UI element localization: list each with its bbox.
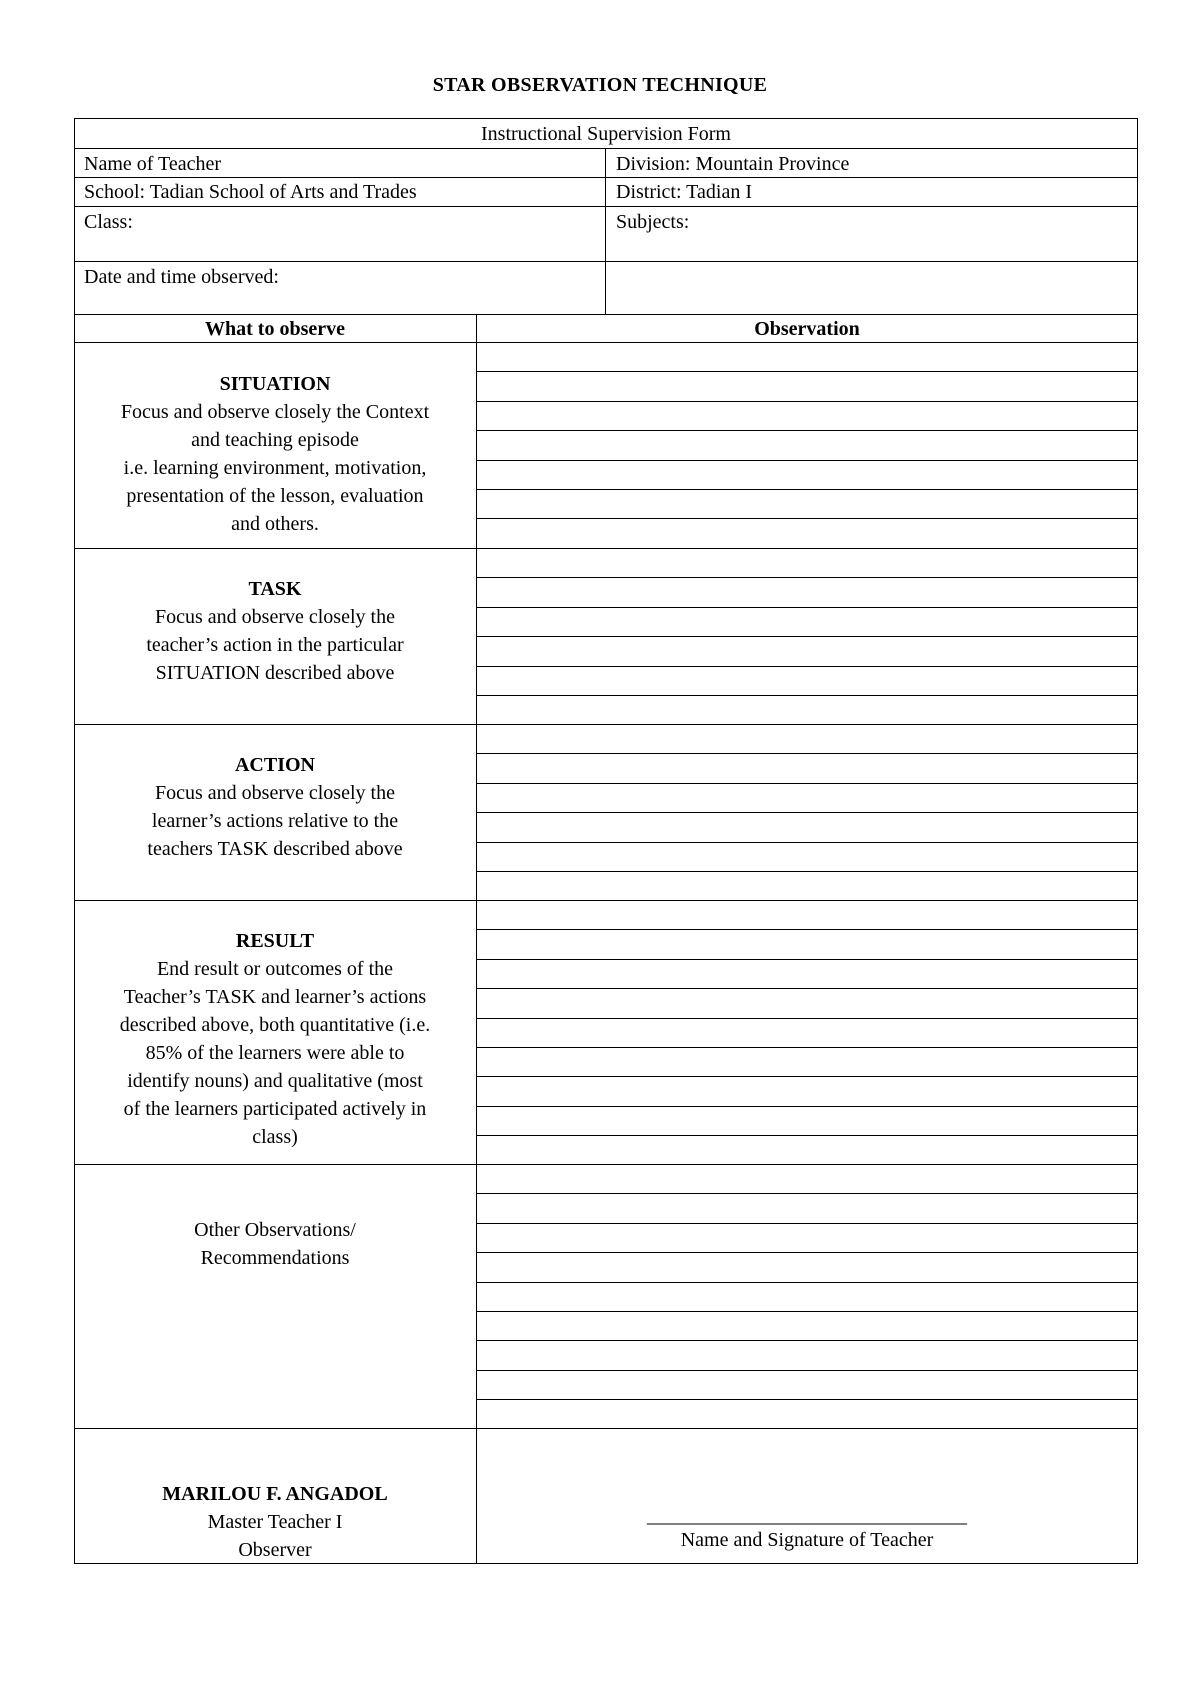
other-observations-line-1: Other Observations/ <box>194 1219 356 1241</box>
observation-rule-line <box>476 1076 1138 1077</box>
observation-rule-line <box>476 1370 1138 1371</box>
situation-line-1: Focus and observe closely the Context <box>120 401 430 423</box>
school-label: School: Tadian School of Arts and Trades <box>84 181 417 203</box>
observation-rule-line <box>476 636 1138 637</box>
observation-rule-line <box>476 812 1138 813</box>
section-situation <box>74 370 476 538</box>
observation-rule-line <box>476 1282 1138 1283</box>
observation-rule-line <box>476 1047 1138 1048</box>
section-action <box>74 751 476 863</box>
subjects-label: Subjects: <box>616 211 690 233</box>
signature-line: ________________________________ <box>647 1505 967 1527</box>
observation-rule-line <box>476 607 1138 608</box>
section-other-observations <box>74 1216 476 1272</box>
observation-rule-line <box>476 666 1138 667</box>
observation-rule-line <box>476 1340 1138 1341</box>
observation-rule-line <box>476 371 1138 372</box>
observation-rule-line <box>476 1223 1138 1224</box>
observation-rule-line <box>476 959 1138 960</box>
observation-rule-line <box>476 430 1138 431</box>
result-line-5: identify nouns) and qualitative (most <box>127 1070 423 1092</box>
section-result <box>74 927 476 1151</box>
observation-rule-line <box>476 1399 1138 1400</box>
result-line-3: described above, both quantitative (i.e. <box>119 1014 431 1036</box>
observation-rule-line <box>476 401 1138 402</box>
section-task <box>74 575 476 687</box>
situation-heading: SITUATION <box>219 373 331 395</box>
situation-line-4: presentation of the lesson, evaluation <box>126 485 424 507</box>
page-title: STAR OBSERVATION TECHNIQUE <box>432 74 768 96</box>
observation-rule-line <box>476 929 1138 930</box>
date-time-label: Date and time observed: <box>84 266 279 288</box>
task-heading: TASK <box>248 578 302 600</box>
teacher-signature-label: Name and Signature of Teacher <box>680 1529 934 1551</box>
action-heading: ACTION <box>234 754 315 776</box>
name-of-teacher-label: Name of Teacher <box>84 153 222 175</box>
observation-rule-line <box>476 783 1138 784</box>
observation-rule-line <box>476 842 1138 843</box>
result-line-4: 85% of the learners were able to <box>145 1042 405 1064</box>
observer-name: MARILOU F. ANGADOL <box>162 1483 388 1505</box>
action-line-3: teachers TASK described above <box>147 838 403 860</box>
district-label: District: Tadian I <box>616 181 752 203</box>
observation-rule-line <box>476 1311 1138 1312</box>
observation-rule-line <box>476 1135 1138 1136</box>
situation-line-3: i.e. learning environment, motivation, <box>123 457 427 479</box>
division-label: Division: Mountain Province <box>616 153 850 175</box>
situation-line-5: and others. <box>231 513 319 535</box>
observation-rule-line <box>476 1252 1138 1253</box>
class-label: Class: <box>84 211 133 233</box>
observer-signature-block <box>74 1480 476 1564</box>
result-line-6: of the learners participated actively in <box>123 1098 427 1120</box>
observation-rule-line <box>476 753 1138 754</box>
observation-rule-line <box>476 1193 1138 1194</box>
other-observations-line-2: Recommendations <box>200 1247 350 1269</box>
observation-rule-line <box>476 489 1138 490</box>
task-line-3: SITUATION described above <box>155 662 395 684</box>
observer-role: Observer <box>238 1539 312 1561</box>
situation-line-2: and teaching episode <box>191 429 359 451</box>
form-caption: Instructional Supervision Form <box>481 123 731 145</box>
observation-rule-line <box>476 1106 1138 1107</box>
observer-position: Master Teacher I <box>207 1511 343 1533</box>
task-line-2: teacher’s action in the particular <box>146 634 404 656</box>
observation-rule-line <box>476 1018 1138 1019</box>
observation-rule-line <box>476 871 1138 872</box>
what-to-observe-header: What to observe <box>205 318 345 340</box>
result-line-2: Teacher’s TASK and learner’s actions <box>123 986 427 1008</box>
observation-rule-line <box>476 577 1138 578</box>
observation-rule-line <box>476 988 1138 989</box>
observation-rule-line <box>476 695 1138 696</box>
observation-rule-line <box>476 518 1138 519</box>
observation-header: Observation <box>754 318 860 340</box>
result-heading: RESULT <box>235 930 315 952</box>
result-line-7: class) <box>252 1126 298 1148</box>
teacher-signature-block <box>476 1506 1138 1554</box>
action-line-2: learner’s actions relative to the <box>151 810 399 832</box>
action-line-1: Focus and observe closely the <box>155 782 395 804</box>
task-line-1: Focus and observe closely the <box>155 606 395 628</box>
observation-rule-line <box>476 460 1138 461</box>
result-line-1: End result or outcomes of the <box>156 958 394 980</box>
